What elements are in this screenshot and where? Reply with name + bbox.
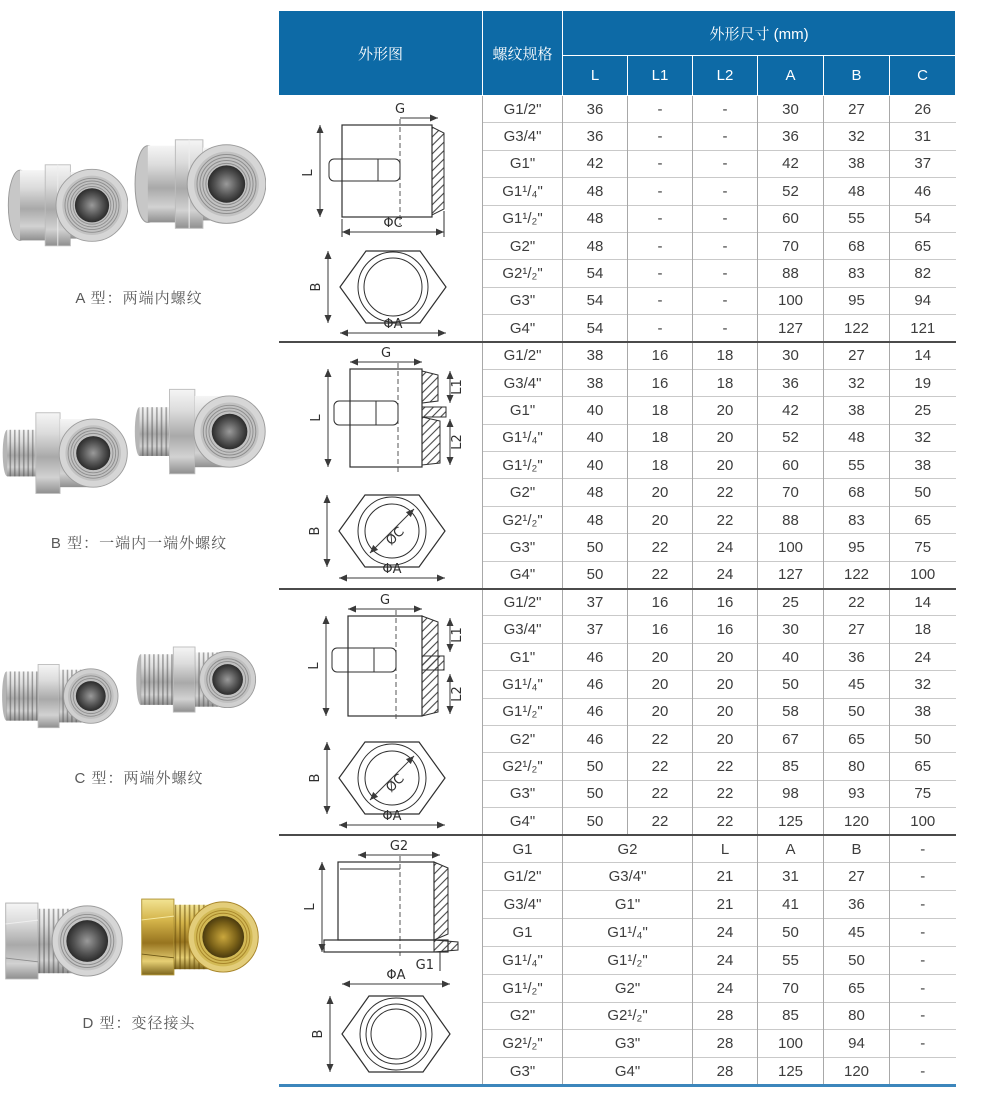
dim-cell: 32 [824,123,890,150]
dim-cell: 50 [890,725,956,752]
dim-cell: 20 [628,479,693,506]
dim-cell: 37 [890,150,956,177]
dim-cell: 125 [758,808,824,835]
dim-cell: - [628,287,693,314]
dim-cell: 95 [824,287,890,314]
dim-cell: 20 [693,452,758,479]
dim-cell: 55 [824,205,890,232]
dim-cell: 26 [914,100,932,118]
dim-cell: 22 [693,479,758,506]
dim-cell: 38 [563,369,628,396]
dim-cell: 85 [758,753,824,780]
dim-cell: 32 [890,424,956,451]
dim-label-g: G [380,592,391,608]
dim-cell: 45 [824,919,890,947]
dim-cell: 27 [824,342,890,369]
dim-cell: 24 [693,561,758,588]
spec-table-body [279,96,956,1086]
spec-cell: G3" [483,780,563,807]
dim-cell: 42 [758,150,824,177]
caption-type-d: D 型：变径接头 [82,1015,196,1032]
dim-cell: 41 [758,891,824,919]
product-photo-type-c [0,626,270,766]
dim-cell: G1¹/₄" [563,919,693,947]
dim-cell: 25 [890,397,956,424]
dim-cell: - [890,835,956,863]
dim-cell: 95 [824,534,890,561]
dim-cell: 75 [890,534,956,561]
spec-cell: G4" [483,808,563,835]
caption-type-c: C 型：两端外螺纹 [74,770,204,787]
dim-cell: 38 [890,452,956,479]
dim-cell: 28 [693,1058,758,1086]
dim-cell: 24 [890,643,956,670]
col-header-l: L [563,56,628,96]
dim-cell: 88 [758,260,824,287]
dim-cell: G2" [563,974,693,1002]
dim-cell: 38 [824,150,890,177]
dim-cell: 18 [628,424,693,451]
dim-label-phic: ΦC [383,215,403,231]
dim-cell: - [693,178,758,205]
dim-cell: 24 [693,946,758,974]
dim-label-b: B [308,773,324,783]
dim-cell: 50 [563,561,628,588]
spec-cell: G1" [483,397,563,424]
dim-cell: 46 [563,698,628,725]
dim-cell: 38 [890,698,956,725]
dim-cell: 36 [563,96,628,123]
dim-cell: 125 [758,1058,824,1086]
product-photo-type-a [0,126,270,282]
dim-cell: 50 [890,479,956,506]
dim-cell: G4" [563,1058,693,1086]
dim-cell: G2 [563,835,693,863]
dim-cell: 24 [693,919,758,947]
col-header-l2: L2 [693,56,758,96]
dim-label-b: B [311,1029,327,1039]
dim-cell: - [628,96,693,123]
dim-cell: 58 [758,698,824,725]
dim-cell: 37 [563,616,628,643]
dim-cell: 22 [693,506,758,533]
dim-cell: - [693,315,758,342]
dim-cell: 30 [758,96,824,123]
dim-label-g2: G2 [390,839,409,855]
spec-cell: G1¹/₂" [483,205,563,232]
dim-cell: 38 [563,342,628,369]
dim-cell: - [693,123,758,150]
dim-label-g: G [395,101,406,117]
spec-cell: G4" [483,561,563,588]
dim-cell: 50 [563,534,628,561]
dim-cell: 36 [824,891,890,919]
dim-cell: - [890,946,956,974]
dim-cell: G2¹/₂" [563,1002,693,1030]
dim-cell: 27 [824,863,890,891]
dim-cell: 85 [758,1002,824,1030]
dim-cell: 82 [890,260,956,287]
dim-label-l: L [301,168,317,177]
dim-label-l1: L1 [450,379,466,396]
dim-cell: 46 [563,671,628,698]
drawing-cell-b [279,342,483,589]
dim-cell: - [890,1030,956,1058]
col-header-spec: 螺纹规格 [483,11,563,96]
spec-cell: G2¹/₂" [483,753,563,780]
dim-cell: 122 [824,561,890,588]
spec-cell: G3/4" [483,891,563,919]
dim-cell: 40 [563,397,628,424]
dim-cell: 50 [758,671,824,698]
spec-cell: G1¹/₄" [483,178,563,205]
dim-cell: 46 [890,178,956,205]
dim-label-l: L [307,662,323,670]
dim-cell: 20 [628,506,693,533]
dim-cell: 127 [758,315,824,342]
dim-cell: 42 [758,397,824,424]
dim-cell: - [693,205,758,232]
spec-cell: G1¹/₄" [483,946,563,974]
dim-cell: 46 [563,725,628,752]
dim-cell: 22 [628,534,693,561]
dim-cell: 24 [693,974,758,1002]
dim-cell: 70 [758,974,824,1002]
dim-cell: 36 [824,643,890,670]
dim-cell: - [890,919,956,947]
dim-cell: 83 [824,506,890,533]
dim-cell: 18 [693,342,758,369]
dim-cell: 22 [628,753,693,780]
dim-cell: 52 [758,424,824,451]
spec-cell: G1/2" [483,96,563,123]
dim-cell: G3/4" [563,863,693,891]
spec-cell: G4" [483,315,563,342]
dim-label-oc: ØC [383,524,408,549]
dim-cell: 28 [693,1002,758,1030]
dim-cell: 25 [758,589,824,616]
dim-label-oc: ØC [383,771,408,796]
table-row [279,96,956,123]
dim-cell: 67 [758,725,824,752]
dim-cell: 65 [824,725,890,752]
dim-cell: 16 [693,589,758,616]
dim-cell: 36 [758,369,824,396]
dim-cell: 24 [693,534,758,561]
dim-cell: 16 [628,616,693,643]
spec-cell: G2" [483,1002,563,1030]
dim-cell: 48 [563,178,628,205]
dim-cell: - [890,863,956,891]
product-photo-type-d [0,876,270,1016]
dim-cell: 20 [693,424,758,451]
dim-cell: - [628,232,693,259]
spec-table [278,10,956,1087]
product-photo-type-b [0,376,270,528]
dim-cell: 22 [628,780,693,807]
dim-cell: - [628,260,693,287]
spec-cell: G2" [483,725,563,752]
dim-cell: 68 [824,479,890,506]
dim-cell: 98 [758,780,824,807]
dim-cell: 18 [628,397,693,424]
dim-cell: 22 [693,808,758,835]
caption-type-b: B 型：一端内一端外螺纹 [50,535,228,552]
dim-cell: 32 [890,671,956,698]
dim-cell: 42 [563,150,628,177]
dim-label-b: B [308,526,324,536]
spec-cell: G1/2" [483,863,563,891]
dim-cell: 50 [824,698,890,725]
dim-label-phia: ΦA [382,562,402,578]
spec-cell: G1¹/₄" [483,671,563,698]
dim-cell: 54 [890,205,956,232]
dim-cell: 50 [563,780,628,807]
dim-cell: 22 [628,561,693,588]
dim-cell: 100 [758,287,824,314]
dim-cell: 48 [563,506,628,533]
dim-cell: - [628,123,693,150]
technical-drawing-c [282,592,478,832]
dim-cell: - [628,315,693,342]
spec-cell: G1¹/₄" [483,424,563,451]
dim-cell: 16 [628,342,693,369]
dim-cell: 22 [693,753,758,780]
dim-label-b: B [309,282,325,291]
dim-cell: 100 [890,808,956,835]
dim-label-g1: G1 [415,958,435,974]
dim-cell: - [693,260,758,287]
dim-label-phia: ΦA [386,968,406,984]
dim-cell: 48 [824,178,890,205]
dim-cell: 21 [693,863,758,891]
spec-cell: G3/4" [483,369,563,396]
dim-cell: 54 [563,260,628,287]
spec-cell: G1" [483,643,563,670]
spec-cell: G1¹/₂" [483,698,563,725]
drawing-cell-d [279,835,483,1086]
dim-cell: 27 [824,616,890,643]
dim-cell: 30 [758,616,824,643]
table-row [279,342,956,369]
dim-cell: 80 [824,753,890,780]
dim-cell: 20 [693,397,758,424]
dim-cell: 45 [824,671,890,698]
dim-cell: 75 [890,780,956,807]
dim-cell: 50 [824,946,890,974]
dim-cell: 55 [758,946,824,974]
dim-cell: 60 [758,452,824,479]
col-header-drawing: 外形图 [279,11,483,96]
dim-cell: 20 [693,671,758,698]
dim-cell: 40 [563,424,628,451]
dim-cell: 100 [758,1030,824,1058]
dim-cell: 36 [758,123,824,150]
dim-cell: 65 [890,506,956,533]
dim-cell: 20 [693,698,758,725]
dim-cell: 122 [824,315,890,342]
dim-cell: - [890,891,956,919]
dim-cell: 37 [563,589,628,616]
dim-cell: 121 [890,315,956,342]
dim-cell: 48 [563,479,628,506]
dim-cell: 50 [563,753,628,780]
dim-cell: B [824,835,890,863]
col-header-b: B [824,56,890,96]
dim-cell: 22 [628,808,693,835]
spec-cell: G1¹/₂" [483,452,563,479]
dim-cell: 83 [824,260,890,287]
dim-cell: - [890,974,956,1002]
dim-cell: 18 [628,452,693,479]
spec-cell: G2¹/₂" [483,260,563,287]
dim-cell: 100 [890,561,956,588]
dim-cell: 32 [824,369,890,396]
dim-cell: 70 [758,479,824,506]
dim-label-l: L [309,414,325,422]
dim-cell: 22 [693,780,758,807]
dim-cell: 54 [563,315,628,342]
dim-cell: 27 [824,96,890,123]
dim-cell: 38 [824,397,890,424]
spec-cell: G3" [483,534,563,561]
spec-cell: G3/4" [483,123,563,150]
dim-cell: 20 [628,698,693,725]
dim-cell: 14 [890,342,956,369]
dim-cell: - [890,1058,956,1086]
col-header-l1: L1 [628,56,693,96]
col-header-dims-group: 外形尺寸 (mm) [563,11,956,56]
dim-label-l1: L1 [450,627,466,643]
drawing-cell-c [279,589,483,836]
dim-cell: L [693,835,758,863]
technical-drawing-a [282,99,478,339]
dim-cell: 16 [693,616,758,643]
dim-cell: 68 [824,232,890,259]
spec-cell: G1 [483,835,563,863]
dim-cell: 50 [563,808,628,835]
spec-cell: G1¹/₂" [483,974,563,1002]
drawing-cell-a [279,96,483,343]
spec-cell: G2¹/₂" [483,1030,563,1058]
dim-cell: 22 [824,589,890,616]
dim-cell: 55 [824,452,890,479]
dim-cell: 31 [890,123,956,150]
dim-cell: - [890,1002,956,1030]
dim-cell: 18 [693,369,758,396]
dim-cell: 20 [628,643,693,670]
dim-cell: 88 [758,506,824,533]
dim-cell: - [693,232,758,259]
spec-cell: G1/2" [483,342,563,369]
dim-cell: A [758,835,824,863]
dim-label-l: L [303,903,319,911]
dim-cell: - [693,287,758,314]
dim-cell: 16 [628,369,693,396]
dim-cell: G3" [563,1030,693,1058]
spec-cell: G3" [483,1058,563,1086]
col-header-a: A [758,56,824,96]
dim-cell: 120 [824,808,890,835]
dim-cell: 94 [890,287,956,314]
spec-cell: G3/4" [483,616,563,643]
dim-label-phia: ΦA [383,316,403,332]
dim-cell: 21 [693,891,758,919]
dim-label-phia: ΦA [382,808,402,824]
dim-cell: 18 [890,616,956,643]
caption-type-a: A 型：两端内螺纹 [75,290,203,307]
dim-cell: 36 [563,123,628,150]
dim-label-g: G [381,346,392,362]
dim-cell: 28 [693,1030,758,1058]
dim-cell: 20 [628,671,693,698]
dim-cell: - [628,178,693,205]
col-header-c: C [890,56,956,96]
dim-cell: 60 [758,205,824,232]
dim-cell: 100 [758,534,824,561]
dim-cell: 40 [758,643,824,670]
dim-cell: - [693,96,758,123]
dim-cell: 40 [563,452,628,479]
dim-label-l2: L2 [450,686,466,702]
dim-cell: 31 [758,863,824,891]
dim-cell: 48 [563,232,628,259]
dim-cell: 120 [824,1058,890,1086]
dim-cell: 22 [628,725,693,752]
dim-cell: 94 [824,1030,890,1058]
dim-cell: 65 [890,232,956,259]
dim-cell: 20 [693,725,758,752]
dim-cell: G1" [563,891,693,919]
dim-cell: 30 [758,342,824,369]
spec-cell: G1/2" [483,589,563,616]
spec-cell: G3" [483,287,563,314]
dim-cell: 19 [890,369,956,396]
dim-cell: 93 [824,780,890,807]
spec-cell: G1 [483,919,563,947]
dim-cell: 50 [758,919,824,947]
dim-cell: 48 [824,424,890,451]
spec-cell: G1" [483,150,563,177]
table-row [279,835,956,863]
dim-cell: 70 [758,232,824,259]
dim-cell: G1¹/₂" [563,946,693,974]
dim-cell: 65 [824,974,890,1002]
dim-cell: 16 [628,589,693,616]
dim-cell: 54 [563,287,628,314]
dim-label-l2: L2 [450,434,466,451]
spec-cell: G2" [483,232,563,259]
table-row [279,589,956,616]
dim-cell: 46 [563,643,628,670]
spec-cell: G2¹/₂" [483,506,563,533]
dim-cell: - [693,150,758,177]
dim-cell: 127 [758,561,824,588]
dim-cell: 20 [693,643,758,670]
spec-cell: G2" [483,479,563,506]
technical-drawing-b [282,345,478,585]
dim-cell: 48 [563,205,628,232]
dim-cell: 65 [890,753,956,780]
dim-cell: 14 [890,589,956,616]
dim-cell: - [628,150,693,177]
dim-cell: - [628,205,693,232]
dim-cell: 52 [758,178,824,205]
technical-drawing-d [282,838,478,1082]
dim-cell: 80 [824,1002,890,1030]
